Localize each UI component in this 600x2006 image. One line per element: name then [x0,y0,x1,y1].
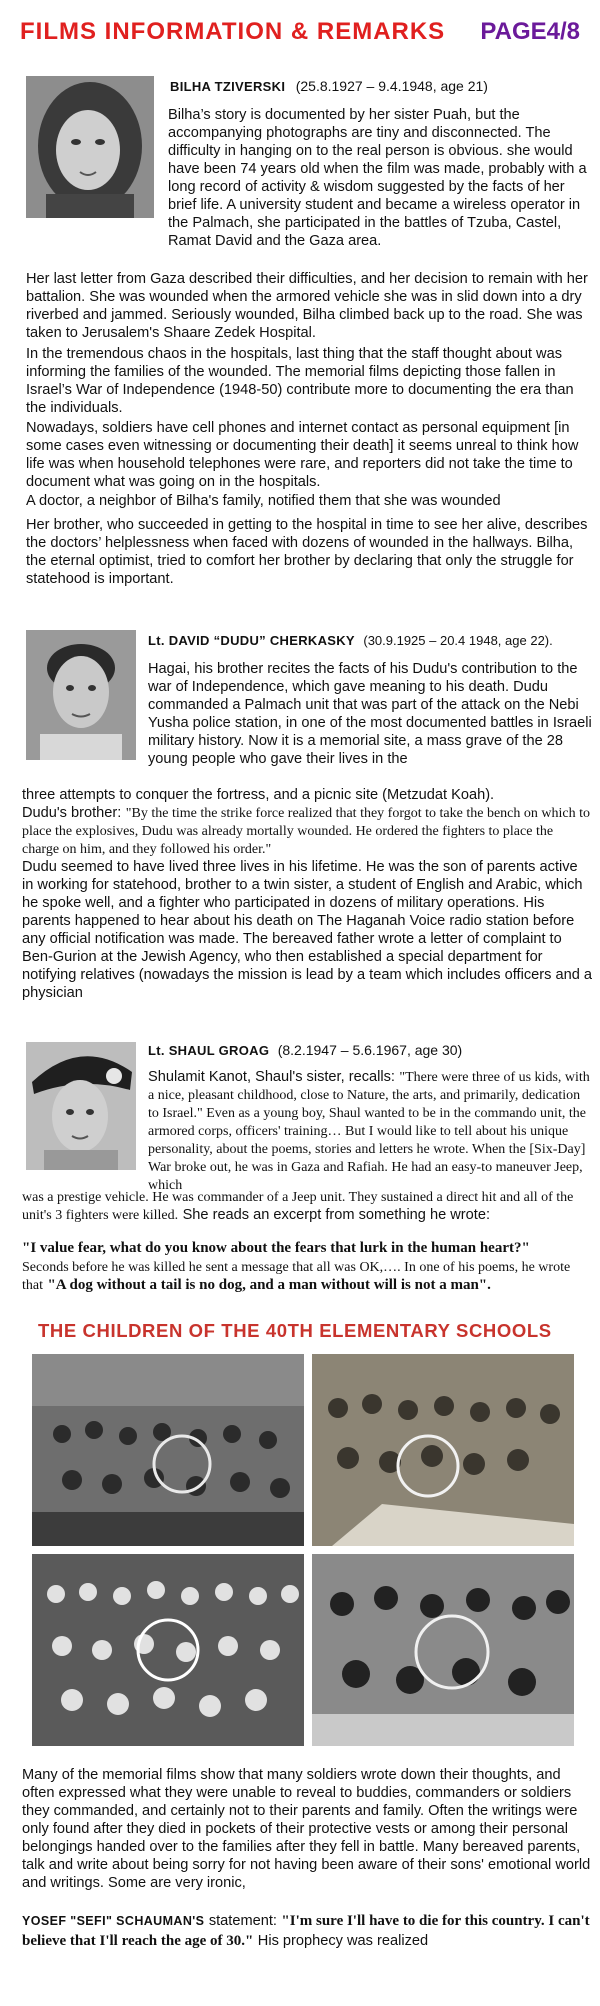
shaul-side-block [148,1068,592,1194]
closing-statement [22,1911,592,1951]
shaul-p1-tail: She reads an excerpt from something he wrote: [182,1207,491,1223]
david-brother-label: Dudu's brother: [22,805,122,821]
shaul-paragraph-2 [22,1258,592,1294]
bilha-dates: (25.8.1927 – 9.4.1948, age 21) [295,78,488,94]
class-photo-bottom-right [312,1554,574,1746]
shaul-heading [148,1042,596,1060]
david-name: Lt. DAVID “DUDU” CHERKASKY [148,633,355,648]
david-heading [148,632,596,650]
page-header [20,18,590,54]
bilha-paragraph-5: Her brother, who succeeded in getting to the hospital in time to see her alive, describes the doctors’ helplessness when faced with dozens of wounded in the hallways. Bilha, the eternal optimist, tried to comfort her brother by declaring that only the struggle for statehood is important. [26,517,588,587]
david-paragraph-1: three attempts to conquer the fortress, and a picnic site (Metzudat Koah). [22,787,495,803]
shaul-p2-text: Seconds before he was killed he sent a message that all was OK,…. In one of his poems, he wrote that [22,1260,571,1293]
class-photo-top-right [312,1354,574,1546]
shaul-lead: Shulamit Kanot, Shaul's sister, recalls: [148,1069,395,1085]
david-side-text: Hagai, his brother recites the facts of his Dudu's contribution to the war of Independence, which gave meaning to his death. Dudu commanded a Palmach unit that was part of the attack on the Nebi Yusha police station, in one of the most documented battles in Israeli military history. Now it is a memorial site, a mass grave of the 28 young people who gave their lives in the [148,661,592,767]
david-dates: (30.9.1925 – 20.4 1948, age 22). [363,633,553,648]
shaul-p1-text: was a prestige vehicle. He was commander of a Jeep unit. They sustained a direct hit and all of the unit's 3 fighters were killed. [22,1190,574,1223]
bilha-paragraph-3: Nowadays, soldiers have cell phones and internet contact as personal equipment [in some cases even witnessing or documenting their death] it seems unreal to think how life was when household telephones were rare, and reporters did not take the time to document what was going on in the hospitals. [26,420,579,490]
shaul-quote-2: "A dog without a tail is no dog, and a man without will is not a man". [47,1277,491,1293]
closing-tail: His prophecy was realized [257,1933,429,1949]
david-portrait-photo [26,630,136,760]
children-section-title: THE CHILDREN OF THE 40TH ELEMENTARY SCHOOLS [38,1320,552,1341]
shaul-quote-1: "I value fear, what do you know about the fears that lurk in the human heart?" [22,1240,530,1256]
closing-name: YOSEF "SEFI" SCHAUMAN'S [22,1914,205,1928]
closing-quote: "I'm sure I'll have to die for this country. I can't believe that I'll reach the age of 30." [22,1913,590,1949]
shaul-image [26,1042,136,1170]
shaul-paragraph-1 [22,1188,592,1224]
closing-paragraph: Many of the memorial films show that many soldiers wrote down their thoughts, and often expressed what they were unable to reveal to buddies, commanders or soldiers they commanded, and certainly not to their parents and family. Often the writings were only found after they died in pockets of their protective vests or among their personal belongings handed over to the families after they fell in battle. Many bereaved parents, talk and write about being sorry for not having been aware of their sons' emotional world and writings. Some are very ironic, [22,1767,591,1891]
david-brother-quote-text: "By the time the strike force realized that they forgot to take the bench on which to place the explosives, Dudu was already mortally wounded. He ordered the fighters to place the charge on him, and they followed his order." [22,806,590,857]
bilha-paragraph-1: Her last letter from Gaza described their difficulties, and her decision to remain with her battalion. She was wounded when the armored vehicle she was in slid down into a dry riverbed and jammed. Seriously wounded, Bilha climbed back up to the road. She was taken to Jerusalem's Shaare Zedek Hospital. [26,271,588,341]
bilha-paragraph-2: In the tremendous chaos in the hospitals, last thing that the staff thought about was informing the families of the wounded. The memorial films depicting those fallen in Israel’s War of Independence (1948-50) contribute more to documenting the era than the individuals. [26,346,574,416]
bilha-portrait-photo [26,76,154,218]
shaul-side-text: "There were three of us kids, with a nice, pleasant childhood, close to Nature, the arts, and primarily, dedication to Israel." Even as a young boy, Shaul wanted to be in the commando unit, the armored corps, officers' training… But I would like to tell about his unique personality, about the poems, stories and letters he wrote. When the [Six-Day] War broke out, he was in Gaza and Rafiah. He had an easy-to maneuver Jeep, which [148,1070,590,1193]
bilha-paragraph-4: A doctor, a neighbor of Bilha's family, notified them that she was wounded [26,493,501,509]
class-photo-top-left [32,1354,304,1546]
page-number: PAGE4/8 [480,18,580,45]
shaul-dates: (8.2.1947 – 5.6.1967, age 30) [277,1042,463,1058]
david-brother-quote [22,804,592,858]
page-title: FILMS INFORMATION & REMARKS [20,18,446,45]
shaul-portrait [26,1040,27,1041]
class-photo-bottom-left [32,1554,304,1746]
david-paragraph-3: Dudu seemed to have lived three lives in his lifetime. He was the son of parents active in working for statehood, brother to a twin sister, a student of English and Arabic, which he spoke well, and a fighter who participated in dozens of military operations. His parents happened to hear about his death on The Haganah Voice radio station before any official notification was made. The bereaved father wrote a letter of complaint to Ben-Gurion at the Jewish Agency, who then established a special department for notifying relatives (nowadays the mission is lead by a team which includes officers and a physician [22,859,592,1001]
bilha-side-text: Bilha’s story is documented by her sister Puah, but the accompanying photographs are tiny and disconnected. The difficulty in hanging on to the real person is obvious. she would have been 74 years old when the film was made, probably with a long record of activity & wisdom suggested by the facts of her brief life. A university student and became a wireless operator in the Palmach, she participated in the battles of Tzuba, Castel, Ramat David and the Gaza area. [168,107,587,249]
bilha-heading [170,78,590,96]
bilha-name: BILHA TZIVERSKI [170,79,286,94]
closing-label: statement: [208,1913,277,1929]
shaul-name: Lt. SHAUL GROAG [148,1043,270,1058]
